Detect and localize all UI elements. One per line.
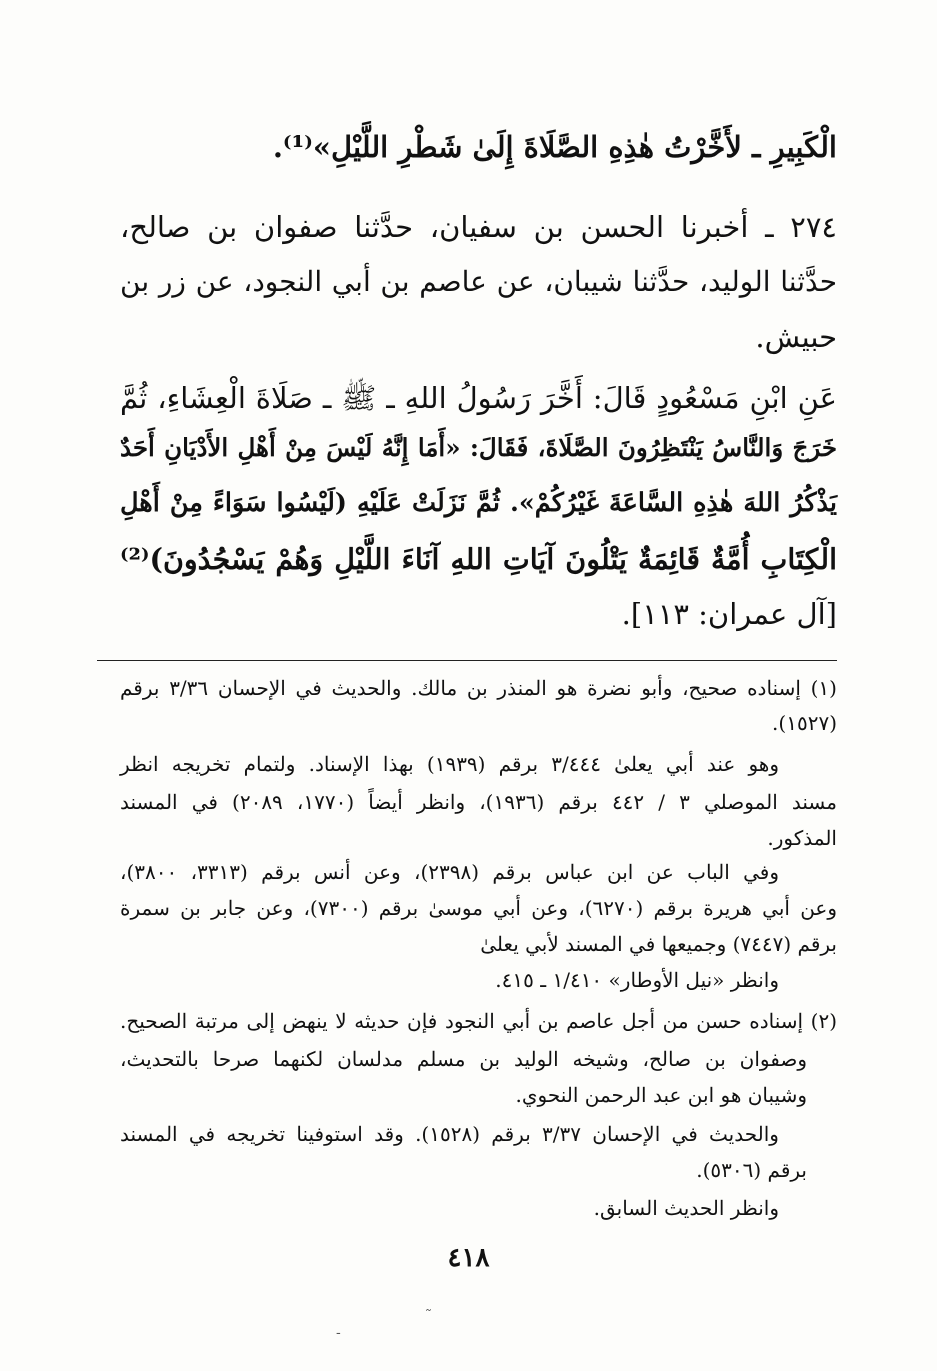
footnote-2-line-3: وشيبان هو ابن عبد الرحمن النحوي. — [515, 1083, 807, 1107]
isnad-line-1: ٢٧٤ ـ أخبرنا الحسن بن سفيان، حدَّثنا صفوان بن صالح، — [120, 210, 837, 244]
matn-line-3: يَذْكُرُ اللهَ هٰذِهِ السَّاعَةَ غَيْرُكُمْ». ثُمَّ نَزَلَتْ عَلَيْهِ (لَيْسُوا سَوَاءً مِنْ أَهْلِ — [120, 488, 837, 518]
footnote-1-line-4: مسند الموصلي ٣ / ٤٤٢ برقم (١٩٣٦)، وانظر أيضاً (١٧٧٠، ٢٠٨٩) في المسند — [120, 790, 837, 814]
page-number: ٤١٨ — [447, 1243, 490, 1273]
footnote-1-line-6: وفي الباب عن ابن عباس برقم (٢٣٩٨)، وعن أنس برقم (٣٣١٣، ٣٨٠٠)، — [120, 860, 780, 884]
footnote-2-line-6: وانظر الحديث السابق. — [593, 1196, 779, 1220]
footnote-2-line-1: (٢) إسناده حسن من أجل عاصم بن أبي النجود فإن حديثه لا ينهض إلى مرتبة الصحيح. — [120, 1009, 837, 1033]
text-line-top: الْكَبِيرِ ـ لأَخَّرْتُ هٰذِهِ الصَّلَاةَ إِلَىٰ شَطْرِ اللَّيْلِ»⁽¹⁾. — [272, 130, 837, 164]
matn-line-5: [آل عمران: ١١٣]. — [621, 597, 837, 631]
footnote-1-line-9: وانظر «نيل الأوطار» ١/٤١٠ ـ ٤١٥. — [495, 968, 779, 992]
isnad-line-3: حبيش. — [755, 320, 837, 354]
footnote-1-line-8: برقم (٧٤٤٧) وجميعها في المسند لأبي يعلىٰ — [480, 932, 837, 956]
scan-speck: - — [336, 1325, 341, 1341]
matn-line-1: عَنِ ابْنِ مَسْعُودٍ قَالَ: أَخَّرَ رَسُولُ اللهِ ـ ﷺ ـ صَلَاةَ الْعِشَاءِ، ثُمَّ — [120, 381, 837, 415]
footnote-1-line-3: وهو عند أبي يعلىٰ ٣/٤٤٤ برقم (١٩٣٩) بهذا الإسناد. ولتمام تخريجه انظر — [120, 752, 779, 776]
footnote-2-line-4: والحديث في الإحسان ٣/٣٧ برقم (١٥٢٨). وقد استوفينا تخريجه في المسند — [120, 1122, 779, 1146]
footnote-1-line-7: وعن أبي هريرة برقم (٦٢٧٠)، وعن أبي موسىٰ برقم (٧٣٠٠)، وعن جابر بن سمرة — [120, 896, 838, 920]
scan-speck: ˜ — [425, 1308, 432, 1324]
footnote-2-line-2: وصفوان بن صالح، وشيخه الوليد بن مسلم مدلسان لكنهما صرحا بالتحديث، — [120, 1047, 807, 1071]
footnote-1-line-5: المذكور. — [767, 826, 837, 850]
footnote-separator — [97, 660, 837, 661]
matn-line-2: خَرَجَ وَالنَّاسُ يَنْتَظِرُونَ الصَّلَاةَ، فَقَالَ: «أَمَا إِنَّهُ لَيْسَ مِنْ أَهْلِ الأَدْيَانِ أَحَدٌ — [120, 433, 837, 462]
footnote-2-line-5: برقم (٥٣٠٦). — [696, 1158, 807, 1182]
isnad-line-2: حدَّثنا الوليد، حدَّثنا شيبان، عن عاصم بن أبي النجود، عن زر بن — [120, 265, 837, 298]
matn-line-4: الْكِتَابِ أُمَّةٌ قَائِمَةٌ يَتْلُونَ آيَاتِ اللهِ آنَاءَ اللَّيْلِ وَهُمْ يَسْجُدُونَ)⁽²⁾ — [120, 542, 837, 576]
footnote-1-line-2: (١٥٢٧). — [772, 711, 837, 735]
footnote-1-line-1: (١) إسناده صحيح، وأبو نضرة هو المنذر بن مالك. والحديث في الإحسان ٣/٣٦ برقم — [120, 676, 837, 700]
